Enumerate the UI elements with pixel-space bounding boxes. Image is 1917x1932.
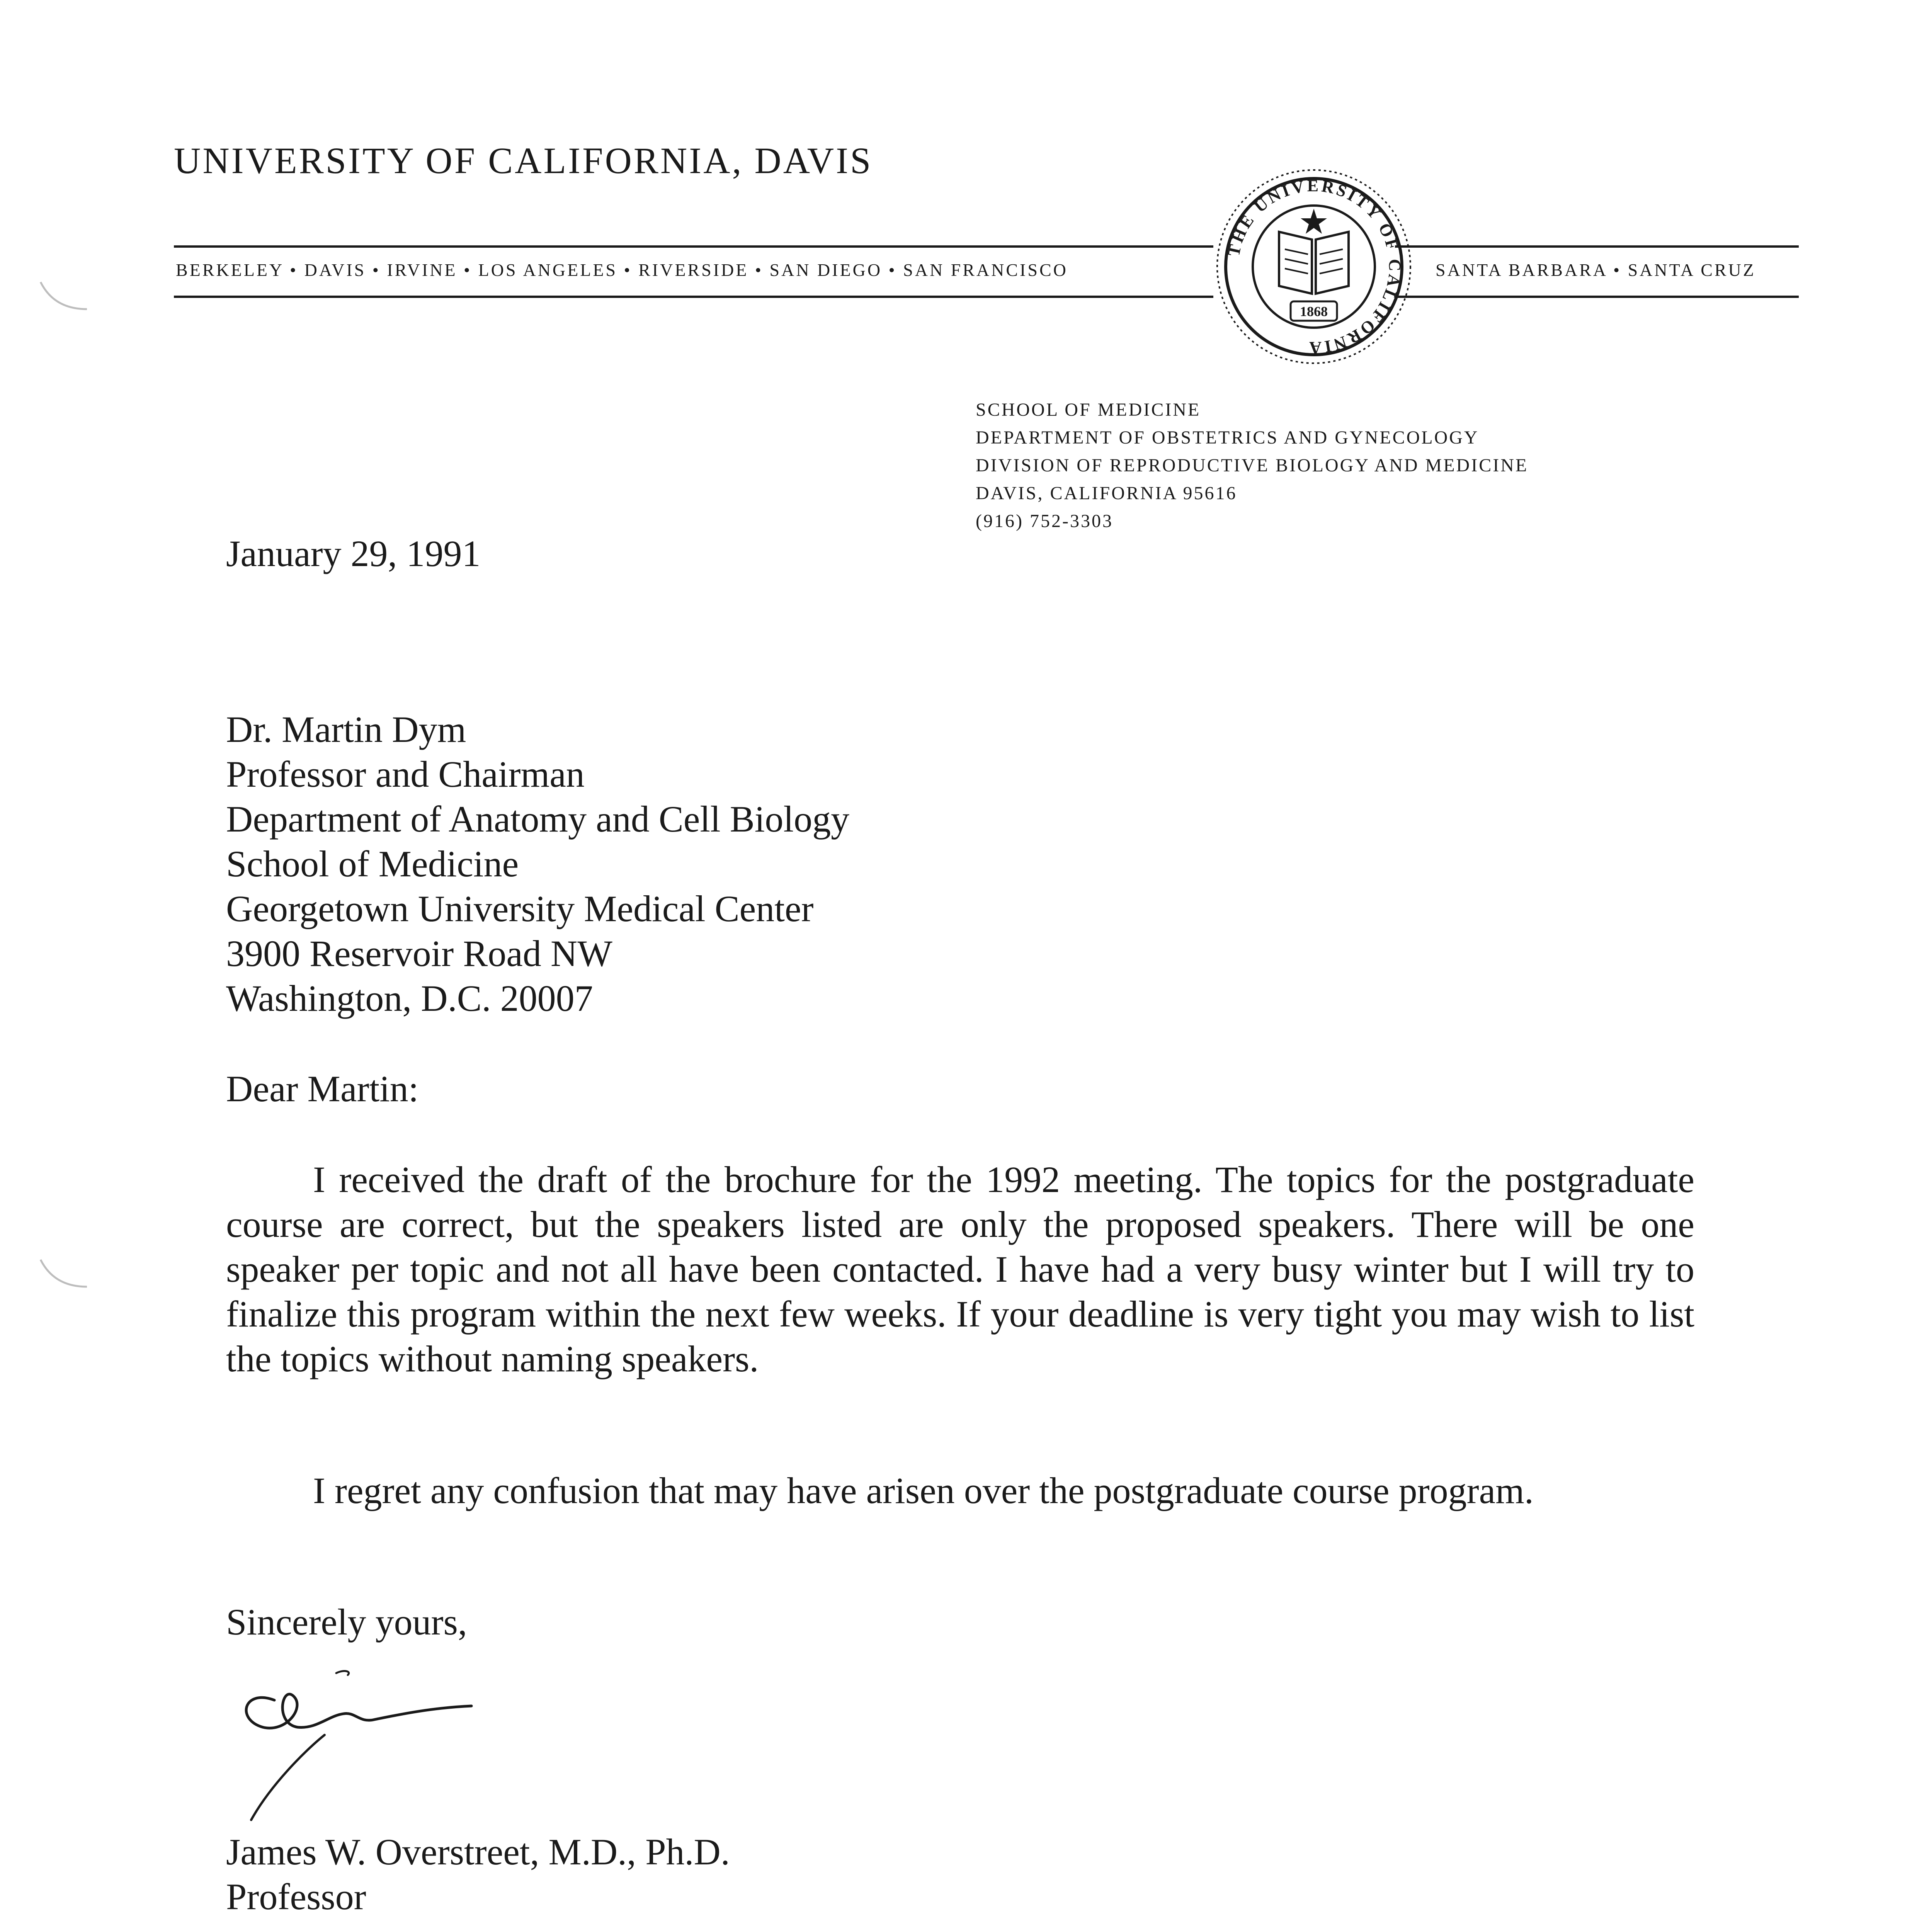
recipient-line: Department of Anatomy and Cell Biology (226, 798, 850, 840)
signer-name: James W. Overstreet, M.D., Ph.D. (226, 1831, 730, 1872)
department-line: SCHOOL OF MEDICINE (976, 400, 1201, 420)
department-line: (916) 752-3303 (976, 511, 1113, 531)
scan-punch-mark (39, 1256, 89, 1291)
letterhead-rule-bottom-right (1395, 296, 1799, 298)
department-line: DEPARTMENT OF OBSTETRICS AND GYNECOLOGY (976, 427, 1479, 448)
seal-year: 1868 (1300, 304, 1328, 319)
department-line: DAVIS, CALIFORNIA 95616 (976, 483, 1237, 503)
handwritten-signature (228, 1658, 522, 1828)
salutation: Dear Martin: (226, 1068, 419, 1109)
closing: Sincerely yours, (226, 1601, 467, 1643)
university-seal-icon (1213, 166, 1414, 367)
letterhead-rule-bottom-left (174, 296, 1213, 298)
signer-block (226, 1830, 730, 1919)
seal-ring-text: THE UNIVERSITY OF CALIFORNIA (1224, 176, 1405, 357)
body-paragraph-text: I received the draft of the brochure for the 1992 meeting. The topics for the postgraduate course are correct, but the speakers listed are only the proposed speakers. There will be one speaker per topic and not all have been contacted. I have had a very busy winter but I will try to finalize this program within the next few weeks. If your deadline is very tight you may wish to list the topics without naming speakers. (226, 1159, 1694, 1379)
letterhead-rule-top-right (1395, 245, 1799, 248)
recipient-line: Professor and Chairman (226, 753, 585, 795)
scan-punch-mark (39, 278, 89, 313)
recipient-line: 3900 Reservoir Road NW (226, 933, 612, 974)
recipient-line: School of Medicine (226, 843, 519, 884)
recipient-address (226, 707, 849, 1021)
body-paragraph (226, 1157, 1694, 1381)
body-paragraph (226, 1468, 1694, 1513)
letterhead-rule-top-left (174, 245, 1213, 248)
university-name: UNIVERSITY OF CALIFORNIA, DAVIS (174, 140, 873, 181)
recipient-line: Dr. Martin Dym (226, 709, 466, 750)
campus-list-right: SANTA BARBARA • SANTA CRUZ (1436, 260, 1756, 280)
recipient-line: Georgetown University Medical Center (226, 888, 814, 929)
signer-title: Professor (226, 1876, 366, 1917)
campus-list-left: BERKELEY • DAVIS • IRVINE • LOS ANGELES • RIVERSIDE • SAN DIEGO • SAN FRANCISCO (176, 260, 1068, 280)
recipient-line: Washington, D.C. 20007 (226, 978, 593, 1019)
department-line: DIVISION OF REPRODUCTIVE BIOLOGY AND MEDICINE (976, 455, 1529, 476)
letter-date: January 29, 1991 (226, 533, 481, 574)
department-address-block (976, 396, 1528, 535)
body-paragraph-text: I regret any confusion that may have arisen over the postgraduate course program. (313, 1470, 1534, 1511)
